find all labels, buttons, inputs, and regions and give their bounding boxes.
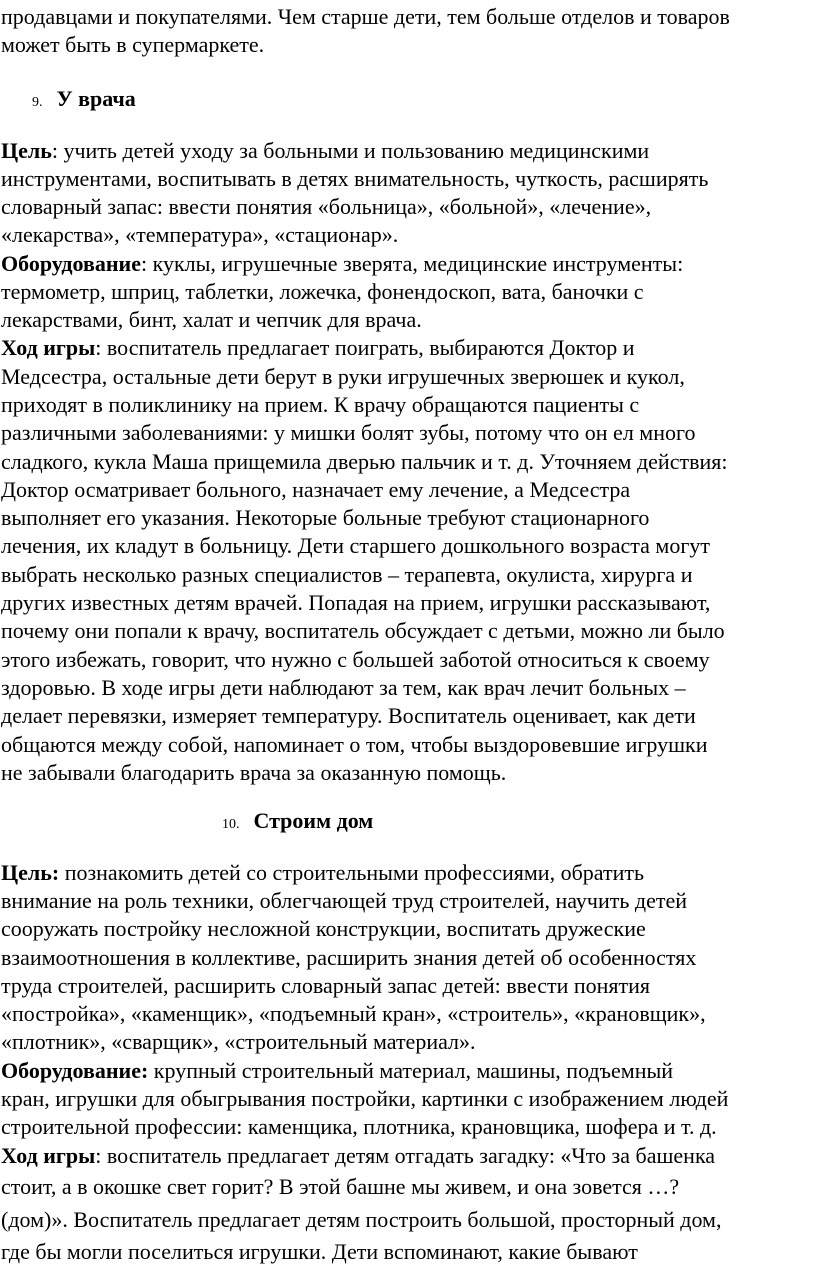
text-line: приходят в поликлинику на прием. К врачу обращаются пациенты с [1,392,640,417]
text-line: выполняет его указания. Некоторые больные требуют стационарного [1,505,650,530]
text-line: не забывали благодарить врача за оказанную помощь. [1,760,507,785]
text-line: различными заболеваниями: у мишки болят зубы, потому что он ел много [1,420,696,445]
equipment-text: : куклы, игрушечные зверята, медицинские инструменты: [140,251,684,276]
section-number: 10. [222,817,240,832]
text-line: здоровью. В ходе игры дети наблюдают за тем, как врач лечит больных – [1,675,686,700]
section-heading-10 [222,807,373,838]
text-line: стоит, а в окошке свет горит? В этой башне мы живем, и она зовется …? [1,1174,680,1199]
goal-label: Цель: [1,860,60,885]
text-line: Медсестра, остальные дети берут в руки игрушечных зверюшек и кукол, [1,364,685,389]
text-line: инструментами, воспитывать в детях внимательность, чуткость, расширять [1,166,709,191]
text-line: кран, игрушки для обыгрывания постройки, картинки с изображением людей [1,1086,729,1111]
section-title: У врача [56,86,136,111]
process-line [1,334,635,361]
equipment-line [1,1057,673,1084]
goal-text: познакомить детей со строительными профессиями, обратить [59,860,645,885]
section-heading-9 [32,85,136,116]
text-line: других известных детям врачей. Попадая на прием, игрушки рассказывают, [1,590,711,615]
text-line: почему они попали к врачу, воспитатель обсуждает с детьми, можно ли было [1,618,725,643]
text-line: «лекарства», «температура», «стационар». [1,222,399,247]
text-line: продавцами и покупателями. Чем старше дети, тем больше отделов и товаров [1,4,730,29]
text-line: сладкого, кукла Маша прищемила дверью пальчик и т. д. Уточняем действия: [1,449,728,474]
text-line: (дом)». Воспитатель предлагает детям построить большой, просторный дом, [1,1207,722,1232]
goal-line [1,859,644,886]
process-line [1,1142,715,1169]
text-line: выбрать несколько разных специалистов – терапевта, окулиста, хирурга и [1,562,693,587]
text-line: делает перевязки, измеряет температуру. Воспитатель оценивает, как дети [1,703,696,728]
equipment-line [1,250,683,277]
goal-text: : учить детей уходу за больными и пользованию медицинскими [51,138,650,163]
goal-line [1,137,649,164]
text-line: где бы могли поселиться игрушки. Дети вспоминают, какие бывают [1,1239,638,1264]
equipment-text: крупный строительный материал, машины, подъемный [148,1058,674,1083]
text-line: лечения, их кладут в больницу. Дети старшего дошкольного возраста могут [1,533,710,558]
text-line: «постройка», «каменщик», «подъемный кран», «строитель», «крановщик», [1,1001,706,1026]
text-line: лекарствами, бинт, халат и чепчик для врача. [1,307,422,332]
text-line: сооружать постройку несложной конструкции, воспитать дружеские [1,916,646,941]
process-text: : воспитатель предлагает детям отгадать загадку: «Что за башенка [95,1143,716,1168]
text-line: словарный запас: ввести понятия «больница», «больной», «лечение», [1,194,652,219]
text-line: строительной профессии: каменщика, плотника, крановщика, шофера и т. д. [1,1114,717,1139]
text-line: этого избежать, говорит, что нужно с большей заботой относиться к своему [1,647,710,672]
process-text: : воспитатель предлагает поиграть, выбираются Доктор и [95,335,635,360]
process-label: Ход игры [1,1143,96,1168]
text-line: внимание на роль техники, облегчающей труд строителей, научить детей [1,888,688,913]
section-title: Строим дом [253,808,374,833]
equipment-label: Оборудование [1,251,141,276]
text-line: «плотник», «сварщик», «строительный материал». [1,1029,476,1054]
text-line: Доктор осматривает больного, назначает ему лечение, а Медсестра [1,477,631,502]
text-line: труда строителей, расширить словарный запас детей: ввести понятия [1,973,651,998]
text-line: может быть в супермаркете. [1,32,265,57]
text-line: общаются между собой, напоминает о том, чтобы выздоровевшие игрушки [1,732,708,757]
goal-label: Цель [1,138,52,163]
text-line: термометр, шприц, таблетки, ложечка, фонендоскоп, вата, баночки с [1,279,644,304]
equipment-label: Оборудование: [1,1058,149,1083]
text-line: взаимоотношения в коллективе, расширить знания детей об особенностях [1,945,697,970]
process-label: Ход игры [1,335,96,360]
section-number: 9. [32,95,43,110]
